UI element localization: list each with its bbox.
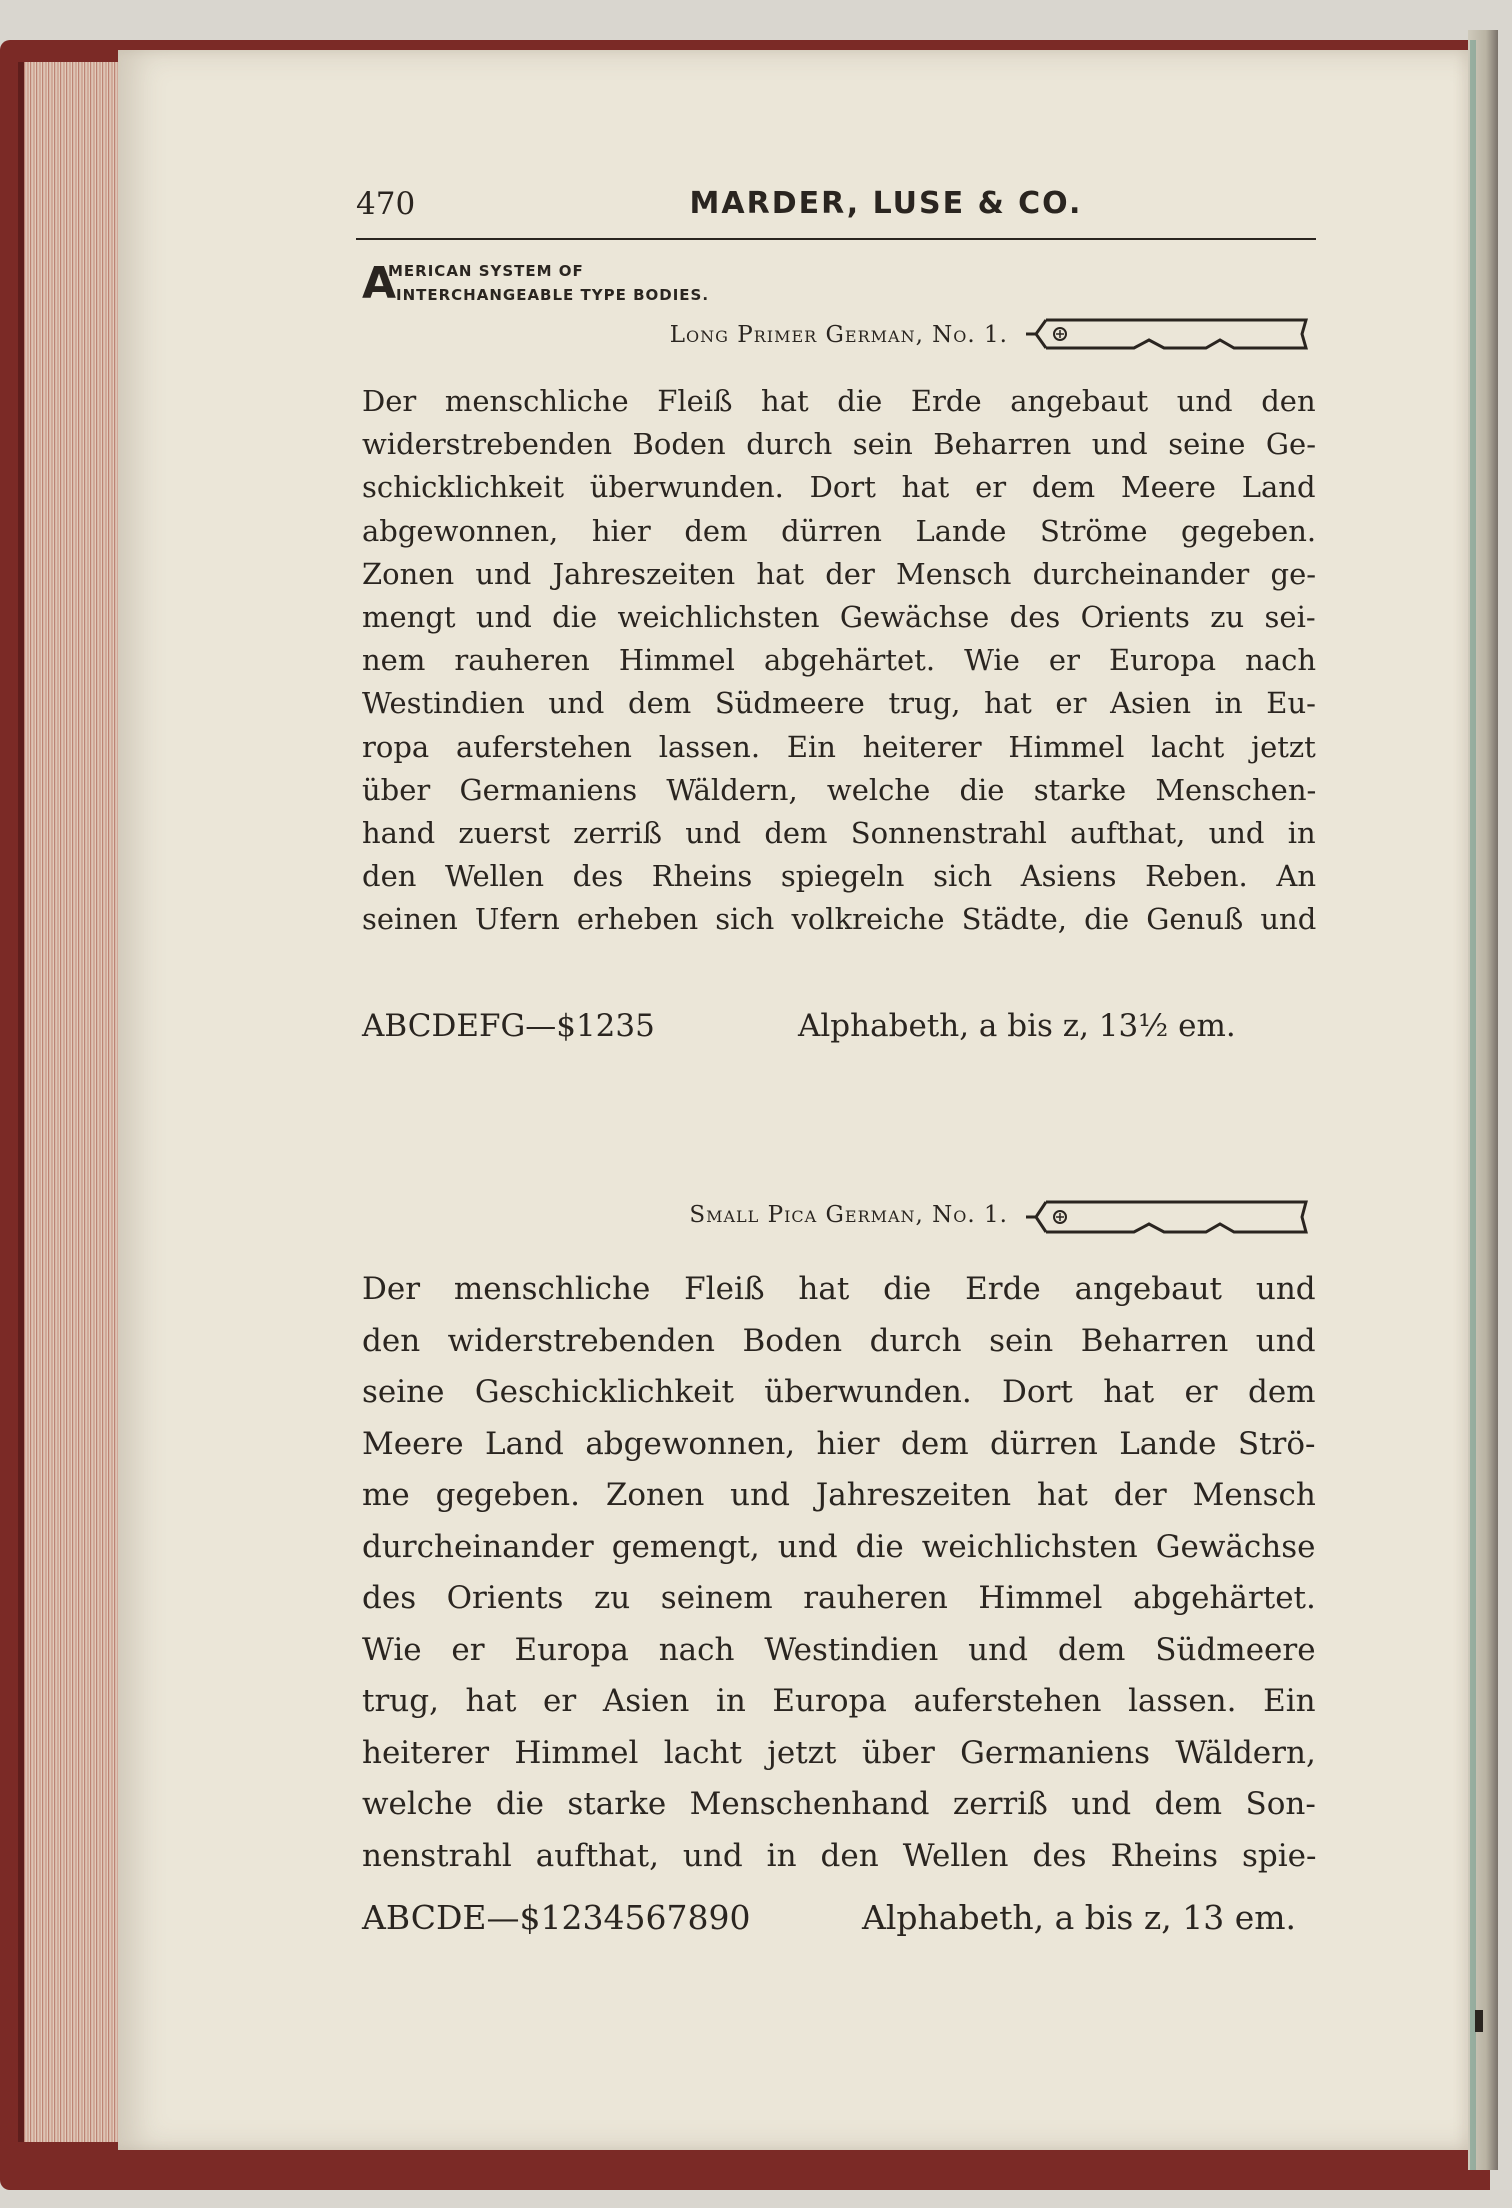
specimen-text-line: trug, hat er Asien in Europa auferstehen lassen. Ein xyxy=(362,1683,1316,1719)
specimen-text-line: hand zuerst zerriß und dem Sonnenstrahl aufthat, und in xyxy=(362,815,1316,850)
type-system-initial: A xyxy=(362,258,397,309)
specimen-text-line: Wie er Europa nach Westindien und dem Südmeere xyxy=(362,1631,1316,1668)
specimen-text-line: mengt und die weichlichsten Gewächse des Orients zu sei- xyxy=(362,599,1316,634)
specimen-long-primer-alphabet-note: Alphabeth, a bis z, 13½ em. xyxy=(798,1008,1236,1044)
specimen-label-small-pica: Small Pica German, No. 1. xyxy=(689,1202,1008,1228)
specimen-text-line: Meere Land abgewonnen, hier dem dürren Lande Strö- xyxy=(362,1425,1316,1462)
specimen-text-line: den widerstrebenden Boden durch sein Beharren und xyxy=(362,1322,1316,1359)
header-rule xyxy=(356,238,1316,240)
facing-page-edge xyxy=(1470,40,1476,2170)
specimen-text-line: ropa auferstehen lassen. Ein heiterer Himmel lacht jetzt xyxy=(362,729,1316,764)
type-system-note xyxy=(362,258,722,312)
specimen-text-line: des Orients zu seinem rauheren Himmel abgehärtet. xyxy=(362,1580,1316,1616)
specimen-small-pica-text xyxy=(362,1264,1316,1882)
page-mark xyxy=(1475,2010,1483,2032)
specimen-text-line: den Wellen des Rheins spiegeln sich Asiens Reben. An xyxy=(362,859,1316,894)
specimen-text-line: me gegeben. Zonen und Jahreszeiten hat der Mensch xyxy=(362,1477,1316,1513)
specimen-text-line: welche die starke Menschenhand zerriß und dem Son- xyxy=(362,1786,1316,1822)
specimen-text-line: durcheinander gemengt, und die weichlichsten Gewächse xyxy=(362,1528,1316,1565)
specimen-long-primer-text xyxy=(362,380,1316,941)
specimen-text-line: abgewonnen, hier dem dürren Lande Ströme gegeben. xyxy=(362,513,1316,548)
specimen-small-pica-alphabet: ABCDE—$1234567890 xyxy=(362,1898,751,1937)
specimen-label-long-primer: Long Primer German, No. 1. xyxy=(669,322,1008,348)
specimen-text-line: nem rauheren Himmel abgehärtet. Wie er Europa nach xyxy=(362,643,1316,678)
specimen-text-line: heiterer Himmel lacht jetzt über Germaniens Wäldern, xyxy=(362,1734,1316,1771)
specimen-text-line: seine Geschicklichkeit überwunden. Dort hat er dem xyxy=(362,1374,1316,1410)
type-body-gauge-icon xyxy=(1024,1194,1316,1240)
specimen-text-line: Zonen und Jahreszeiten hat der Mensch durcheinander ge- xyxy=(362,556,1316,591)
specimen-text-line: widerstrebenden Boden durch sein Beharren und seine Ge- xyxy=(362,427,1316,462)
specimen-small-pica-alphabet-note: Alphabeth, a bis z, 13 em. xyxy=(862,1898,1297,1937)
specimen-long-primer-alphabet: ABCDEFG—$1235 xyxy=(362,1008,655,1044)
specimen-text-line: Der menschliche Fleiß hat die Erde angebaut und xyxy=(362,1271,1316,1307)
page-number: 470 xyxy=(356,186,416,222)
specimen-text-line: Westindien und dem Südmeere trug, hat er Asien in Eu- xyxy=(362,686,1316,721)
specimen-text-line: nenstrahl aufthat, und in den Wellen des Rheins spie- xyxy=(362,1837,1316,1874)
page-edges xyxy=(18,62,134,2142)
type-body-gauge-icon xyxy=(1024,312,1316,356)
type-system-line-1: MERICAN SYSTEM OF xyxy=(388,262,584,280)
specimen-text-line: schicklichkeit überwunden. Dort hat er dem Meere Land xyxy=(362,470,1316,505)
running-title: MARDER, LUSE & CO. xyxy=(689,186,1083,221)
specimen-text-line: seinen Ufern erheben sich volkreiche Städte, die Genuß und xyxy=(362,902,1316,937)
page-header xyxy=(356,186,1316,236)
specimen-text-line: über Germaniens Wäldern, welche die starke Menschen- xyxy=(362,772,1316,807)
type-system-line-2: INTERCHANGEABLE TYPE BODIES. xyxy=(396,286,710,304)
specimen-text-line: Der menschliche Fleiß hat die Erde angebaut und den xyxy=(362,384,1316,418)
